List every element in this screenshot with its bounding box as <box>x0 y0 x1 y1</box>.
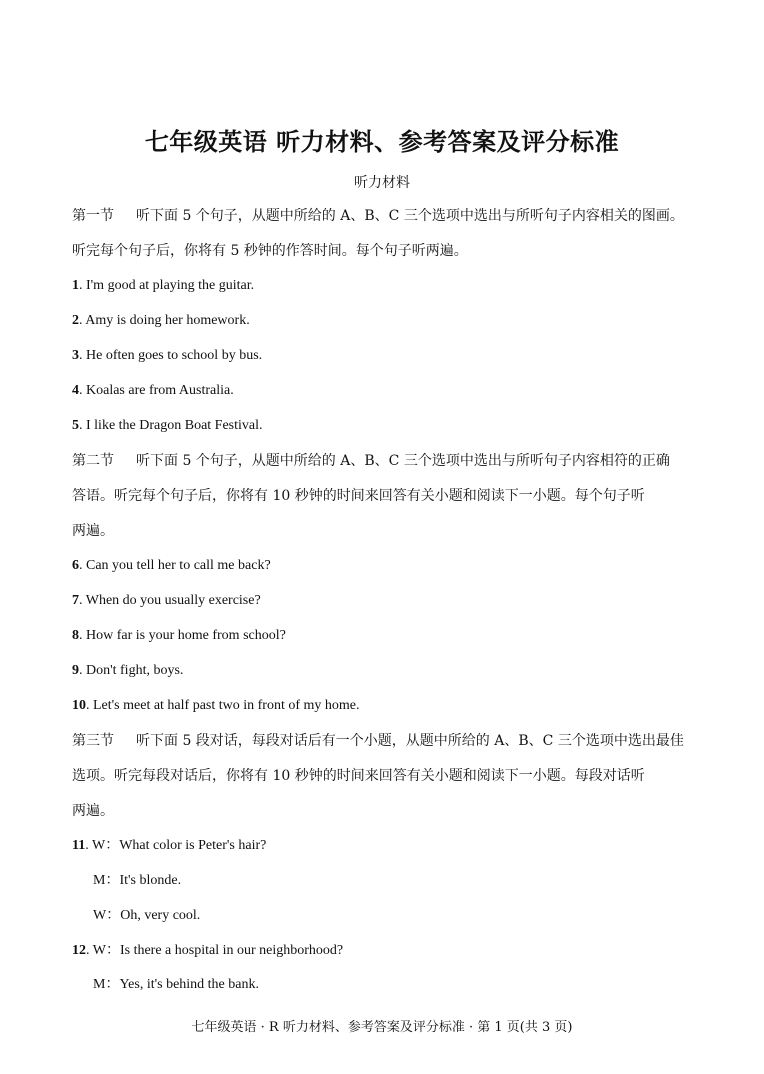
list-item: 10. Let's meet at half past two in front of my home. <box>72 698 360 713</box>
section3-label: 第三节 <box>72 733 114 749</box>
dialogue-line: M：It's blonde. <box>93 873 182 888</box>
dialogue-line: W：Oh, very cool. <box>93 908 201 923</box>
dialogue-item: 12. W：Is there a hospital in our neighborhood? <box>72 943 344 958</box>
list-item: 8. How far is your home from school? <box>72 628 286 643</box>
dialogue-line: M：Yes, it's behind the bank. <box>93 977 259 992</box>
list-item: 7. When do you usually exercise? <box>72 593 261 608</box>
section2-intro-line1 <box>72 452 670 470</box>
section2-label: 第二节 <box>72 453 114 469</box>
section3-text-line1: 听下面 5 段对话，每段对话后有一个小题，从题中所给的 A、B、C 三个选项中选出最佳 <box>136 733 684 749</box>
section1-intro-line1 <box>72 207 684 225</box>
list-item: 3. He often goes to school by bus. <box>72 348 263 363</box>
page-footer: 七年级英语 · R 听力材料、参考答案及评分标准 · 第 1 页(共 3 页) <box>191 1020 573 1035</box>
list-item: 4. Koalas are from Australia. <box>72 383 234 398</box>
list-item: 9. Don't fight, boys. <box>72 663 184 678</box>
list-item: 2. Amy is doing her homework. <box>72 313 250 328</box>
section2-text-line2: 答语。听完每个句子后，你将有 10 秒钟的时间来回答有关小题和阅读下一小题。每个句子听 <box>72 488 645 504</box>
page-subtitle: 听力材料 <box>354 175 410 191</box>
section2-text-line1: 听下面 5 个句子，从题中所给的 A、B、C 三个选项中选出与所听句子内容相符的正确 <box>136 453 670 469</box>
section1-text-line2: 听完每个句子后，你将有 5 秒钟的作答时间。每个句子听两遍。 <box>72 243 468 259</box>
section3-intro-line1 <box>72 732 684 750</box>
page-title: 七年级英语 听力材料、参考答案及评分标准 <box>144 128 620 156</box>
section2-text-line3: 两遍。 <box>72 523 114 539</box>
section3-text-line2: 选项。听完每段对话后，你将有 10 秒钟的时间来回答有关小题和阅读下一小题。每段对话听 <box>72 768 645 784</box>
section1-text-line1: 听下面 5 个句子，从题中所给的 A、B、C 三个选项中选出与所听句子内容相关的图画。 <box>136 208 684 224</box>
list-item: 5. I like the Dragon Boat Festival. <box>72 418 263 433</box>
list-item: 6. Can you tell her to call me back? <box>72 558 271 573</box>
section3-text-line3: 两遍。 <box>72 803 114 819</box>
section1-label: 第一节 <box>72 208 114 224</box>
dialogue-item: 11. W：What color is Peter's hair? <box>72 838 267 853</box>
list-item: 1. I'm good at playing the guitar. <box>72 278 255 293</box>
